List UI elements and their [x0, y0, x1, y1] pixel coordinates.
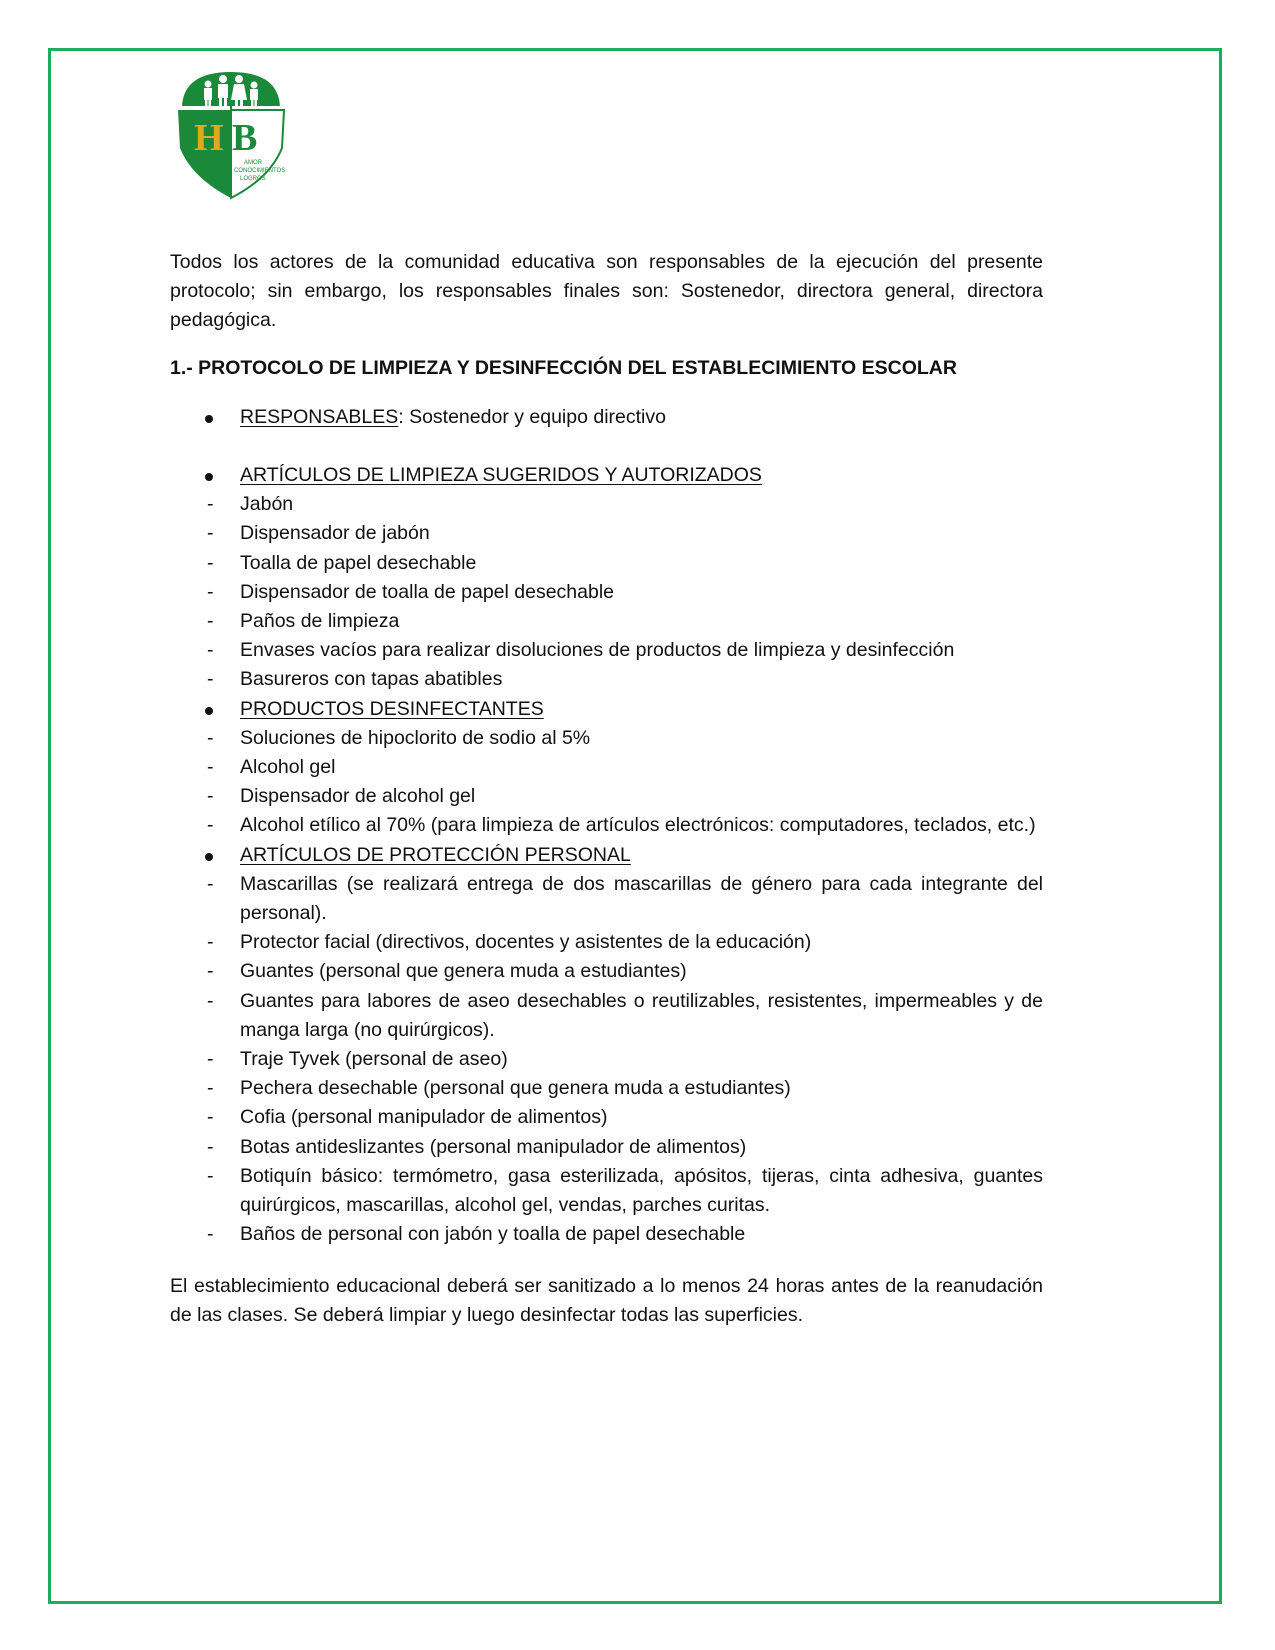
- list-item: Guantes (personal que genera muda a estudiantes): [240, 960, 687, 983]
- list-item: Soluciones de hipoclorito de sodio al 5%: [240, 726, 591, 749]
- logo-letter-b: B: [232, 117, 258, 159]
- group-title-protection: ARTÍCULOS DE PROTECCIÓN PERSONAL: [240, 843, 631, 866]
- list-item: Cofia (personal manipulador de alimentos): [240, 1106, 608, 1129]
- svg-text:AMOR: AMOR: [244, 160, 262, 166]
- list-item: Protector facial (directivos, docentes y asistentes de la educación): [240, 931, 812, 954]
- list-item: Basureros con tapas abatibles: [240, 668, 503, 691]
- responsables-label: RESPONSABLES: [240, 405, 399, 428]
- group-title-cleaning: ARTÍCULOS DE LIMPIEZA SUGERIDOS Y AUTORIZADOS: [240, 464, 762, 487]
- group-title-disinfectants: PRODUCTOS DESINFECTANTES: [240, 697, 544, 720]
- list-item: Envases vacíos para realizar disoluciones de productos de limpieza y desinfección: [240, 639, 955, 662]
- svg-text:CONOCIMIENTOS: CONOCIMIENTOS: [234, 168, 286, 174]
- list-item: Dispensador de toalla de papel desechable: [240, 580, 615, 603]
- section-heading: 1.- PROTOCOLO DE LIMPIEZA Y DESINFECCIÓN DEL ESTABLECIMIENTO ESCOLAR: [170, 356, 957, 379]
- list-item: Toalla de papel desechable: [240, 551, 477, 574]
- logo-letter-h: H: [194, 117, 224, 159]
- list-item: Paños de limpieza: [240, 610, 400, 633]
- list-item: Traje Tyvek (personal de aseo): [240, 1048, 508, 1071]
- protocol-list: [170, 403, 1043, 1250]
- school-crest-icon: [172, 68, 290, 200]
- responsables-value: : Sostenedor y equipo directivo: [398, 405, 666, 428]
- list-item: Jabón: [240, 493, 294, 516]
- list-item: Dispensador de jabón: [240, 522, 430, 545]
- svg-text:LOGROS: LOGROS: [240, 176, 266, 182]
- closing-paragraph: El establecimiento educacional deberá ser sanitizado a lo menos 24 horas antes de la reanudación de las clases. Se deberá limpiar y luego desinfectar todas las superficies.: [170, 1274, 1043, 1326]
- list-item: Guantes para labores de aseo desechables o reutilizables, resistentes, impermeables y de manga larga (no quirúrgicos).: [240, 989, 1043, 1041]
- list-item: Baños de personal con jabón y toalla de papel desechable: [240, 1223, 746, 1246]
- list-item: Mascarillas (se realizará entrega de dos mascarillas de género para cada integrante del personal).: [240, 872, 1043, 925]
- list-item: Alcohol gel: [240, 756, 336, 779]
- intro-paragraph: Todos los actores de la comunidad educativa son responsables de la ejecución del presente protocolo; sin embargo, los responsables finales son: Sostenedor, directora general, directora pedagógica.: [170, 251, 1043, 332]
- school-logo: [172, 68, 290, 200]
- document-body: [170, 248, 1043, 1330]
- list-item: Pechera desechable (personal que genera muda a estudiantes): [240, 1077, 791, 1100]
- list-item: Botas antideslizantes (personal manipulador de alimentos): [240, 1135, 747, 1158]
- list-item: Alcohol etílico al 70% (para limpieza de artículos electrónicos: computadores, teclados, etc.): [240, 814, 1036, 837]
- list-item: Dispensador de alcohol gel: [240, 785, 476, 808]
- list-item: Botiquín básico: termómetro, gasa esterilizada, apósitos, tijeras, cinta adhesiva, guantes quirúrgicos, mascarillas, alcohol gel, vendas, parches curitas.: [240, 1164, 1043, 1217]
- responsables-item: [170, 403, 1043, 432]
